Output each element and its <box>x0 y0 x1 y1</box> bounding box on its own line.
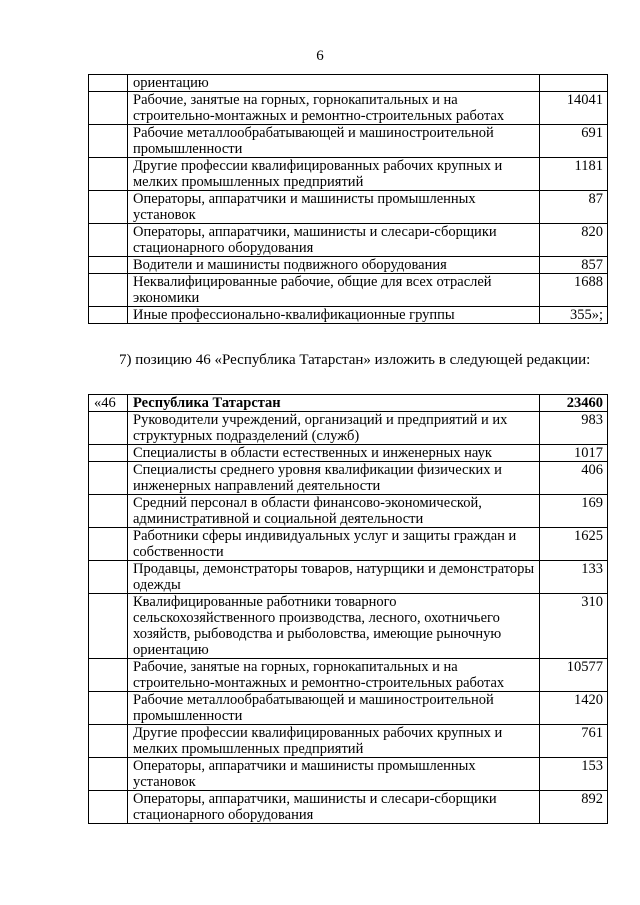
row-value: 355»; <box>540 307 608 324</box>
region-name: Республика Татарстан <box>128 395 540 412</box>
row-code <box>89 445 128 462</box>
row-value: 14041 <box>540 92 608 125</box>
table-row <box>89 445 608 462</box>
table-row <box>89 191 608 224</box>
occupation-table-tatarstan <box>88 394 608 824</box>
row-label: Операторы, аппаратчики и машинисты промышленных установок <box>128 758 540 791</box>
table-row <box>89 561 608 594</box>
row-value: 892 <box>540 791 608 824</box>
row-label: Специалисты среднего уровня квалификации физических и инженерных направлений деятельности <box>128 462 540 495</box>
row-value: 983 <box>540 412 608 445</box>
row-value: 1017 <box>540 445 608 462</box>
table-row <box>89 75 608 92</box>
position-code: «46 <box>89 395 128 412</box>
occupation-table-continued <box>88 74 608 324</box>
row-value: 87 <box>540 191 608 224</box>
table-row <box>89 758 608 791</box>
table-row <box>89 257 608 274</box>
table-row <box>89 791 608 824</box>
row-label: Продавцы, демонстраторы товаров, натурщики и демонстраторы одежды <box>128 561 540 594</box>
row-value: 1420 <box>540 692 608 725</box>
row-value: 133 <box>540 561 608 594</box>
table-row <box>89 158 608 191</box>
row-value: 153 <box>540 758 608 791</box>
row-code <box>89 528 128 561</box>
row-code <box>89 495 128 528</box>
row-label: Рабочие металлообрабатывающей и машиностроительной промышленности <box>128 692 540 725</box>
table-header-row <box>89 395 608 412</box>
table-row <box>89 725 608 758</box>
row-value: 820 <box>540 224 608 257</box>
row-code <box>89 92 128 125</box>
row-label: Операторы, аппаратчики, машинисты и слесари-сборщики стационарного оборудования <box>128 224 540 257</box>
row-code <box>89 659 128 692</box>
row-code <box>89 224 128 257</box>
row-code <box>89 791 128 824</box>
row-value: 691 <box>540 125 608 158</box>
table-row <box>89 495 608 528</box>
row-value: 406 <box>540 462 608 495</box>
table-row <box>89 412 608 445</box>
row-value: 310 <box>540 594 608 659</box>
row-label: Иные профессионально-квалификационные группы <box>128 307 540 324</box>
row-label: Квалифицированные работники товарного сельскохозяйственного производства, лесного, охотничьего хозяйств, рыбоводства и рыболовства, имеющие рыночную ориентацию <box>128 594 540 659</box>
row-label: Операторы, аппаратчики, машинисты и слесари-сборщики стационарного оборудования <box>128 791 540 824</box>
row-value: 857 <box>540 257 608 274</box>
table-row <box>89 307 608 324</box>
row-code <box>89 561 128 594</box>
row-label: Специалисты в области естественных и инженерных наук <box>128 445 540 462</box>
region-total: 23460 <box>540 395 608 412</box>
table-row <box>89 274 608 307</box>
row-value: 10577 <box>540 659 608 692</box>
row-code <box>89 307 128 324</box>
row-code <box>89 274 128 307</box>
row-code <box>89 725 128 758</box>
row-code <box>89 75 128 92</box>
row-code <box>89 462 128 495</box>
row-value <box>540 75 608 92</box>
table-row <box>89 125 608 158</box>
table-row <box>89 659 608 692</box>
row-label: Операторы, аппаратчики и машинисты промышленных установок <box>128 191 540 224</box>
row-code <box>89 158 128 191</box>
row-value: 169 <box>540 495 608 528</box>
row-value: 1625 <box>540 528 608 561</box>
row-code <box>89 594 128 659</box>
row-label: Руководители учреждений, организаций и предприятий и их структурных подразделений (служб) <box>128 412 540 445</box>
row-code <box>89 758 128 791</box>
row-label: Рабочие, занятые на горных, горнокапитальных и на строительно-монтажных и ремонтно-строительных работах <box>128 659 540 692</box>
row-value: 1688 <box>540 274 608 307</box>
row-code <box>89 191 128 224</box>
table-row <box>89 528 608 561</box>
row-label: Другие профессии квалифицированных рабочих крупных и мелких промышленных предприятий <box>128 725 540 758</box>
row-code <box>89 257 128 274</box>
row-label: Рабочие металлообрабатывающей и машиностроительной промышленности <box>128 125 540 158</box>
table-row <box>89 692 608 725</box>
table-row <box>89 224 608 257</box>
table-row <box>89 594 608 659</box>
amendment-paragraph: 7) позицию 46 «Республика Татарстан» изложить в следующей редакции: <box>119 352 591 368</box>
row-value: 1181 <box>540 158 608 191</box>
row-label: Неквалифицированные рабочие, общие для всех отраслей экономики <box>128 274 540 307</box>
row-value: 761 <box>540 725 608 758</box>
row-label: Рабочие, занятые на горных, горнокапитальных и на строительно-монтажных и ремонтно-строительных работах <box>128 92 540 125</box>
page-number: 6 <box>316 48 324 64</box>
table-row <box>89 92 608 125</box>
row-code <box>89 412 128 445</box>
row-code <box>89 125 128 158</box>
row-label: Средний персонал в области финансово-экономической, административной и социальной деятельности <box>128 495 540 528</box>
row-label: Работники сферы индивидуальных услуг и защиты граждан и собственности <box>128 528 540 561</box>
row-code <box>89 692 128 725</box>
row-label: ориентацию <box>128 75 540 92</box>
table-row <box>89 462 608 495</box>
row-label: Другие профессии квалифицированных рабочих крупных и мелких промышленных предприятий <box>128 158 540 191</box>
row-label: Водители и машинисты подвижного оборудования <box>128 257 540 274</box>
